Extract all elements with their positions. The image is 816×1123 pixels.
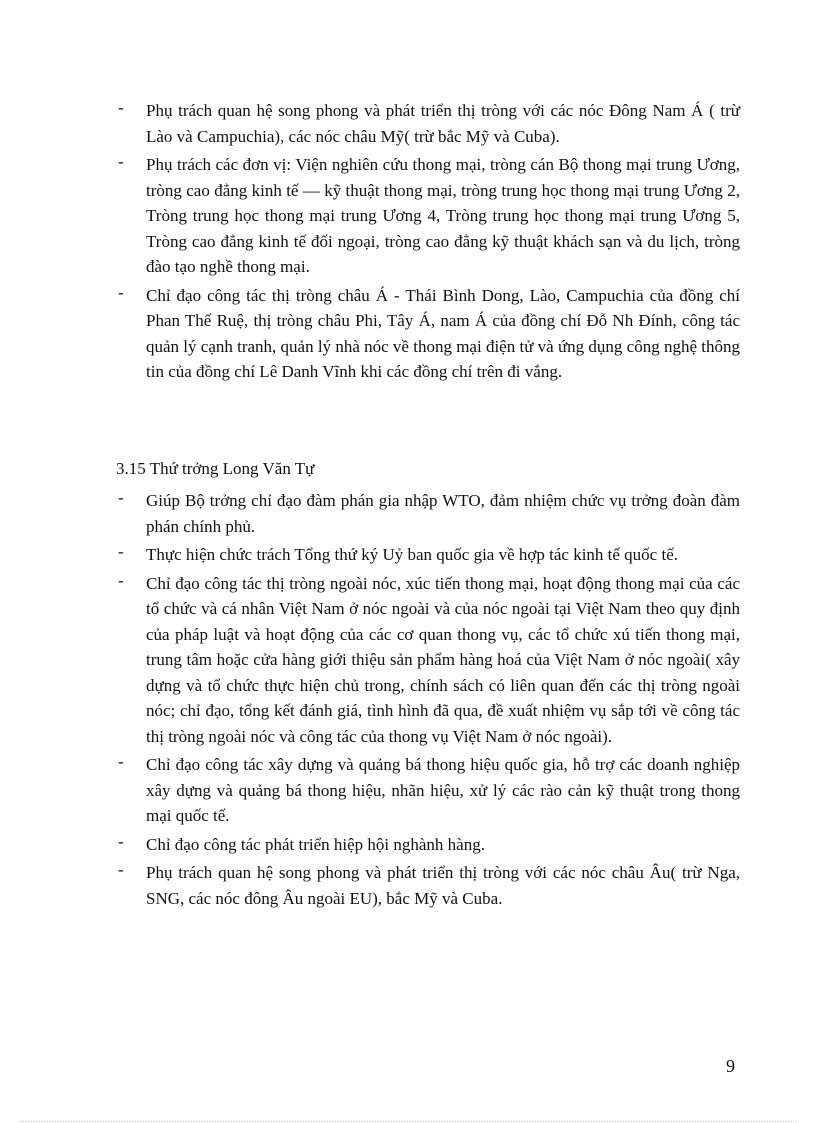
list-item [0,98,816,149]
page-bottom-divider [20,1121,796,1122]
bullet-dash: - [118,570,124,590]
list-item [0,752,816,829]
list-item-text: Phụ trách quan hệ song phong và phát triển thị tròng với các nóc Đông Nam Á ( trừ Lào và Campuchia), các nóc châu Mỹ( trừ bắc Mỹ và Cuba). [146,101,740,146]
list-item-text: Thực hiện chức trách Tổng thứ ký Uỷ ban quốc gia về hợp tác kinh tế quốc tế. [146,545,678,564]
list-item-text: Phụ trách quan hệ song phong và phát triển thị tròng với các nóc châu Âu( trừ Nga, SNG, các nóc đông Âu ngoài EU), bắc Mỹ và Cuba. [146,863,740,908]
list-item [0,488,816,539]
list-item-text: Chỉ đạo công tác thị tròng châu Á - Thái Bình Dong, Lào, Campuchia của đồng chí Phan Thế Ruệ, thị tròng châu Phi, Tây Á, nam Á của đồng chí Đỗ Nh Đính, công tác quản lý cạnh tranh, quản lý nhà nóc về thong mại điện tử và ứng dụng công nghệ thông tin của đồng chí Lê Danh Vĩnh khi các đồng chí trên đi vắng. [146,285,740,381]
bullet-list-section-1 [0,98,816,388]
bullet-dash: - [118,860,124,879]
bullet-dash: - [118,282,124,302]
bullet-dash: - [118,98,124,117]
list-item-text: Chỉ đạo công tác phát triển hiệp hội nghành hàng. [146,834,485,854]
list-item [0,542,816,568]
page-number: 9 [726,1056,735,1076]
list-item [0,152,816,280]
list-item [0,860,816,911]
bullet-dash: - [118,152,124,171]
bullet-list-section-2 [0,488,816,914]
list-item [0,832,816,858]
list-item-text: Giúp Bộ trởng chỉ đạo đàm phán gia nhập WTO, đảm nhiệm chức vụ trởng đoàn đàm phán chính phủ. [146,491,740,536]
list-item [0,571,816,750]
bullet-dash: - [118,752,124,771]
list-item-text: Chỉ đạo công tác thị tròng ngoài nóc, xúc tiến thong mại, hoạt động thong mại của các tổ chức và cá nhân Việt Nam ở nóc ngoài và của nóc ngoài tại Việt Nam theo quy định của pháp luật và hoạt động của các cơ quan thong vụ, các tổ chức xú tiến thong mại, trung tâm hoặc cửa hàng giới thiệu sản phẩm hàng hoá của Việt Nam ở nóc ngoài( xây dựng và tổ chức thực hiện chủ trong, chính sách có liên quan đến các thị tròng ngoài nóc; chỉ đạo, tổng kết đánh giá, tình hình đã qua, đề xuất nhiệm vụ sắp tới về công tác thị tròng ngoài nóc và công tác của thong vụ Việt Nam ở nóc ngoài). [146,573,740,746]
bullet-dash: - [118,542,124,561]
bullet-dash: - [118,831,124,851]
list-item-text: Phụ trách các đơn vị: Viện nghiên cứu thong mại, tròng cán Bộ thong mại trung Ương, tròng cao đẳng kinh tế — kỹ thuật thong mại, tròng trung học thong mại trung Ương 2, Tròng trung học thong mại trung Ương 4, Tròng trung học thong mại trung Ương 5, Tròng cao đẳng kinh tế đối ngoại, tròng cao đẳng kỹ thuật khách sạn và du lịch, tròng đào tạo nghề thong mại. [146,155,740,276]
bullet-dash: - [118,488,124,507]
list-item-text: Chỉ đạo công tác xây dựng và quảng bá thong hiệu quốc gia, hỗ trợ các doanh nghiệp xây dựng và quảng bá thong hiệu, nhãn hiệu, xử lý các rào cản kỹ thuật trong thong mại quốc tế. [146,755,740,825]
section-heading: 3.15 Thứ trởng Long Văn Tự [116,459,315,478]
list-item [0,283,816,385]
